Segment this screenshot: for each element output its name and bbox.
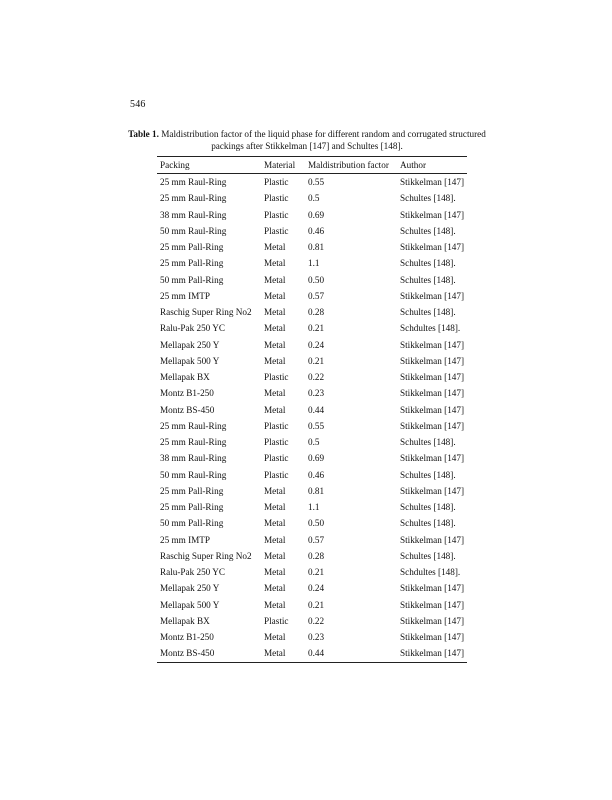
cell-material: Metal — [264, 567, 286, 578]
header-row — [157, 157, 467, 174]
cell-packing: Montz B1-250 — [160, 632, 214, 643]
cell-author: Stikkelman [147] — [400, 388, 465, 399]
maldistribution-table — [157, 156, 467, 663]
cell-author: Schultes [148]. — [400, 274, 456, 285]
cell-packing: 25 mm Pall-Ring — [160, 502, 224, 513]
cell-packing: Mellapak 250 Y — [160, 339, 220, 350]
table-caption — [120, 128, 494, 152]
cell-material: Metal — [264, 648, 286, 659]
cell-packing: 25 mm Pall-Ring — [160, 258, 224, 269]
caption-label: Table 1. — [128, 129, 159, 139]
cell-author: Stikkelman [147] — [400, 242, 465, 253]
cell-author: Stikkelman [147] — [400, 209, 465, 220]
table-row — [157, 564, 467, 580]
cell-packing: 25 mm IMTP — [160, 534, 211, 545]
cell-material: Plastic — [264, 420, 289, 431]
cell-author: Schdultes [148]. — [400, 567, 461, 578]
cell-material: Plastic — [264, 615, 289, 626]
table-row — [157, 597, 467, 613]
cell-material: Plastic — [264, 372, 289, 383]
cell-packing: 50 mm Raul-Ring — [160, 225, 227, 236]
cell-author: Schultes [148]. — [400, 469, 456, 480]
cell-packing: 50 mm Pall-Ring — [160, 274, 224, 285]
cell-packing: 25 mm Raul-Ring — [160, 177, 227, 188]
cell-author: Stikkelman [147] — [400, 615, 465, 626]
cell-material: Metal — [264, 258, 286, 269]
cell-material: Metal — [264, 632, 286, 643]
cell-factor: 0.24 — [308, 583, 325, 594]
cell-packing: 25 mm Raul-Ring — [160, 193, 227, 204]
cell-factor: 0.22 — [308, 372, 325, 383]
table-row — [157, 402, 467, 418]
cell-factor: 0.55 — [308, 420, 325, 431]
table-row — [157, 548, 467, 564]
cell-factor: 0.21 — [308, 567, 325, 578]
table-row — [157, 532, 467, 548]
table-row — [157, 515, 467, 531]
cell-packing: Mellapak BX — [160, 372, 210, 383]
cell-material: Metal — [264, 323, 286, 334]
cell-packing: Mellapak 250 Y — [160, 583, 220, 594]
cell-factor: 0.28 — [308, 307, 325, 318]
cell-packing: 50 mm Pall-Ring — [160, 518, 224, 529]
table-row — [157, 499, 467, 515]
cell-packing: 38 mm Raul-Ring — [160, 209, 227, 220]
table-row — [157, 483, 467, 499]
cell-packing: 25 mm Pall-Ring — [160, 485, 224, 496]
cell-material: Plastic — [264, 453, 289, 464]
cell-author: Stikkelman [147] — [400, 290, 465, 301]
cell-factor: 0.46 — [308, 469, 325, 480]
header-author: Author — [400, 160, 427, 170]
cell-author: Stikkelman [147] — [400, 339, 465, 350]
table-row — [157, 304, 467, 320]
header-packing: Packing — [160, 160, 190, 170]
cell-author: Stikkelman [147] — [400, 177, 465, 188]
cell-factor: 0.57 — [308, 290, 325, 301]
cell-material: Metal — [264, 404, 286, 415]
cell-packing: 25 mm Raul-Ring — [160, 437, 227, 448]
cell-packing: Ralu-Pak 250 YC — [160, 567, 225, 578]
cell-material: Metal — [264, 485, 286, 496]
cell-author: Schultes [148]. — [400, 550, 456, 561]
table-row — [157, 288, 467, 304]
cell-packing: 50 mm Raul-Ring — [160, 469, 227, 480]
cell-packing: Montz BS-450 — [160, 404, 215, 415]
header-factor: Maldistribution factor — [308, 160, 389, 170]
cell-author: Schultes [148]. — [400, 193, 456, 204]
cell-material: Plastic — [264, 209, 289, 220]
cell-author: Stikkelman [147] — [400, 485, 465, 496]
cell-packing: Raschig Super Ring No2 — [160, 307, 252, 318]
cell-factor: 0.44 — [308, 648, 325, 659]
table-row — [157, 369, 467, 385]
cell-factor: 0.21 — [308, 323, 325, 334]
table-row — [157, 239, 467, 255]
cell-factor: 0.21 — [308, 599, 325, 610]
cell-material: Plastic — [264, 225, 289, 236]
cell-factor: 0.5 — [308, 437, 320, 448]
cell-material: Metal — [264, 307, 286, 318]
table-row — [157, 434, 467, 450]
cell-packing: Raschig Super Ring No2 — [160, 550, 252, 561]
table-row — [157, 223, 467, 239]
cell-factor: 0.81 — [308, 242, 325, 253]
cell-material: Metal — [264, 242, 286, 253]
cell-packing: Ralu-Pak 250 YC — [160, 323, 225, 334]
table-row — [157, 450, 467, 466]
table-row — [157, 645, 467, 662]
table-row — [157, 467, 467, 483]
cell-material: Metal — [264, 534, 286, 545]
table-row — [157, 190, 467, 206]
cell-author: Stikkelman [147] — [400, 453, 465, 464]
cell-material: Metal — [264, 502, 286, 513]
cell-packing: 38 mm Raul-Ring — [160, 453, 227, 464]
cell-factor: 0.46 — [308, 225, 325, 236]
cell-factor: 0.5 — [308, 193, 320, 204]
header-material: Material — [264, 160, 296, 170]
table-row — [157, 418, 467, 434]
page-number: 546 — [130, 99, 146, 110]
table-row — [157, 272, 467, 288]
cell-factor: 0.23 — [308, 388, 325, 399]
table-row — [157, 385, 467, 401]
cell-packing: Mellapak 500 Y — [160, 599, 220, 610]
cell-factor: 1.1 — [308, 258, 320, 269]
cell-packing: Montz B1-250 — [160, 388, 214, 399]
cell-author: Schultes [148]. — [400, 437, 456, 448]
cell-author: Stikkelman [147] — [400, 583, 465, 594]
cell-material: Metal — [264, 550, 286, 561]
cell-material: Metal — [264, 583, 286, 594]
cell-author: Schultes [148]. — [400, 307, 456, 318]
cell-packing: 25 mm Pall-Ring — [160, 242, 224, 253]
cell-material: Plastic — [264, 193, 289, 204]
table-header — [157, 157, 467, 174]
cell-factor: 1.1 — [308, 502, 320, 513]
caption-text: Maldistribution factor of the liquid phase for different random and corrugated structured packings after Stikkelman [147] and Schultes [148]. — [161, 129, 486, 151]
cell-author: Stikkelman [147] — [400, 355, 465, 366]
cell-factor: 0.21 — [308, 355, 325, 366]
cell-author: Schultes [148]. — [400, 518, 456, 529]
cell-material: Plastic — [264, 177, 289, 188]
cell-factor: 0.69 — [308, 453, 325, 464]
table-row — [157, 174, 467, 191]
cell-factor: 0.23 — [308, 632, 325, 643]
cell-factor: 0.55 — [308, 177, 325, 188]
cell-author: Stikkelman [147] — [400, 420, 465, 431]
cell-packing: Mellapak 500 Y — [160, 355, 220, 366]
cell-material: Metal — [264, 388, 286, 399]
table-row — [157, 629, 467, 645]
cell-factor: 0.57 — [308, 534, 325, 545]
cell-factor: 0.50 — [308, 274, 325, 285]
cell-packing: 25 mm IMTP — [160, 290, 211, 301]
cell-material: Plastic — [264, 437, 289, 448]
table-row — [157, 255, 467, 271]
maldistribution-table-container — [157, 156, 467, 663]
cell-author: Schultes [148]. — [400, 502, 456, 513]
cell-material: Plastic — [264, 469, 289, 480]
cell-author: Stikkelman [147] — [400, 648, 465, 659]
cell-material: Metal — [264, 518, 286, 529]
table-row — [157, 207, 467, 223]
cell-material: Metal — [264, 599, 286, 610]
cell-factor: 0.22 — [308, 615, 325, 626]
table-row — [157, 337, 467, 353]
cell-packing: Mellapak BX — [160, 615, 210, 626]
table-row — [157, 320, 467, 336]
table-row — [157, 613, 467, 629]
cell-factor: 0.24 — [308, 339, 325, 350]
cell-factor: 0.50 — [308, 518, 325, 529]
cell-author: Schultes [148]. — [400, 258, 456, 269]
cell-material: Metal — [264, 290, 286, 301]
cell-factor: 0.69 — [308, 209, 325, 220]
cell-author: Stikkelman [147] — [400, 599, 465, 610]
cell-material: Metal — [264, 274, 286, 285]
cell-packing: 25 mm Raul-Ring — [160, 420, 227, 431]
cell-factor: 0.44 — [308, 404, 325, 415]
table-row — [157, 580, 467, 596]
cell-author: Stikkelman [147] — [400, 632, 465, 643]
cell-material: Metal — [264, 339, 286, 350]
cell-author: Stikkelman [147] — [400, 404, 465, 415]
cell-factor: 0.28 — [308, 550, 325, 561]
cell-author: Schultes [148]. — [400, 225, 456, 236]
cell-packing: Montz BS-450 — [160, 648, 215, 659]
cell-author: Stikkelman [147] — [400, 534, 465, 545]
cell-material: Metal — [264, 355, 286, 366]
table-row — [157, 353, 467, 369]
cell-factor: 0.81 — [308, 485, 325, 496]
table-body — [157, 174, 467, 663]
cell-author: Schdultes [148]. — [400, 323, 461, 334]
cell-author: Stikkelman [147] — [400, 372, 465, 383]
